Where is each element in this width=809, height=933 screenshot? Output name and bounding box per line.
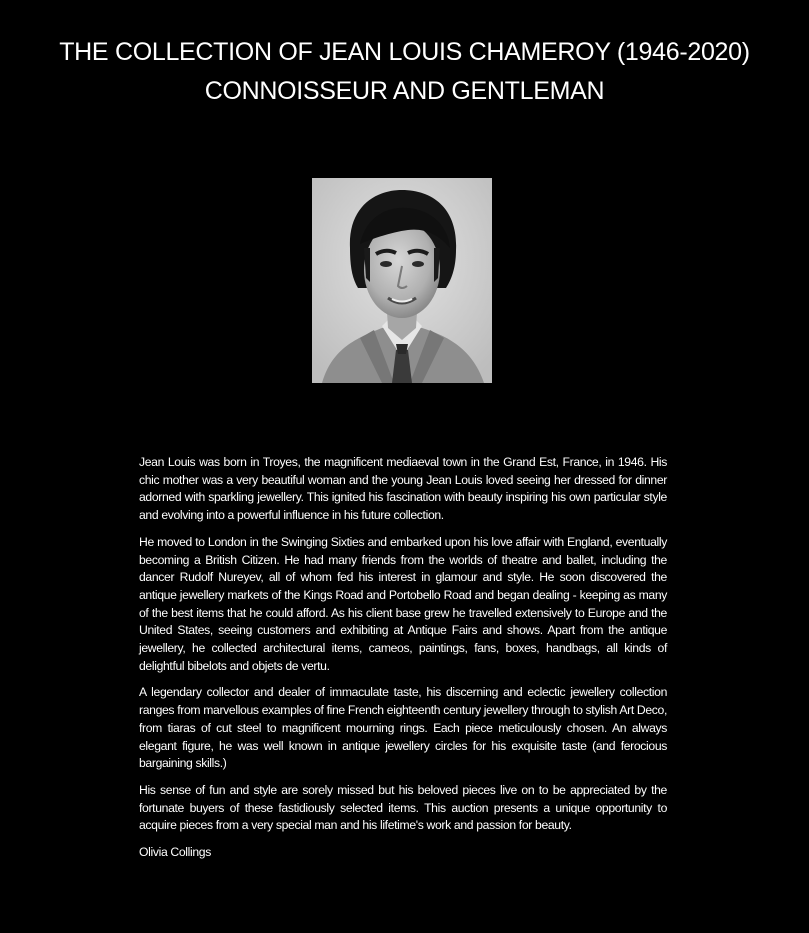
article-paragraph: He moved to London in the Swinging Sixties and embarked upon his love affair with England, eventually becoming a British Citizen. He had many friends from the worlds of theatre and ballet, including the dancer Rudolf Nureyev, all of whom fed his interest in glamour and style. He soon discovered the antique jewellery markets of the Kings Road and Portobello Road and began dealing - keeping as many of the best items that he could afford. As his client base grew he travelled extensively to Europe and the United States, seeing customers and exhibiting at Antique Fairs and shows. Apart from the antique jewellery, he collected architectural items, cameos, paintings, fans, boxes, handbags, all kinds of delightful bibelots and objets de vertu. bbox=[139, 534, 667, 673]
article-body bbox=[139, 454, 667, 871]
right-eye-shape bbox=[412, 261, 424, 267]
title-line-2: CONNOISSEUR AND GENTLEMAN bbox=[204, 77, 605, 105]
article-paragraph: His sense of fun and style are sorely missed but his beloved pieces live on to be appreciated by the fortunate buyers of these fastidiously selected items. This auction presents a unique opportunity to acquire pieces from a very special man and his lifetime's work and passion for beauty. bbox=[139, 782, 667, 833]
title-line-1: THE COLLECTION OF JEAN LOUIS CHAMEROY (1946-2020) bbox=[59, 38, 750, 66]
page-title bbox=[0, 33, 809, 111]
author-signature: Olivia Collings bbox=[139, 845, 211, 860]
portrait-illustration bbox=[312, 178, 492, 383]
portrait-photo bbox=[312, 178, 492, 383]
left-eye-shape bbox=[380, 261, 392, 267]
article-paragraph: A legendary collector and dealer of immaculate taste, his discerning and eclectic jewellery collection ranges from marvellous examples of fine French eighteenth century jewellery through to stylish Art Deco, from tiaras of cut steel to magnificent mourning rings. Each piece meticulously chosen. An always elegant figure, he was well known in antique jewellery circles for his exquisite taste (and ferocious bargaining skills.) bbox=[139, 685, 667, 771]
article-paragraph: Jean Louis was born in Troyes, the magnificent mediaeval town in the Grand Est, France, in 1946. His chic mother was a very beautiful woman and the young Jean Louis loved seeing her dressed for dinner adorned with sparkling jewellery. This ignited his fascination with beauty inspiring his own particular style and evolving into a powerful influence in his future collection. bbox=[139, 455, 667, 523]
tie-knot-shape bbox=[396, 344, 408, 354]
